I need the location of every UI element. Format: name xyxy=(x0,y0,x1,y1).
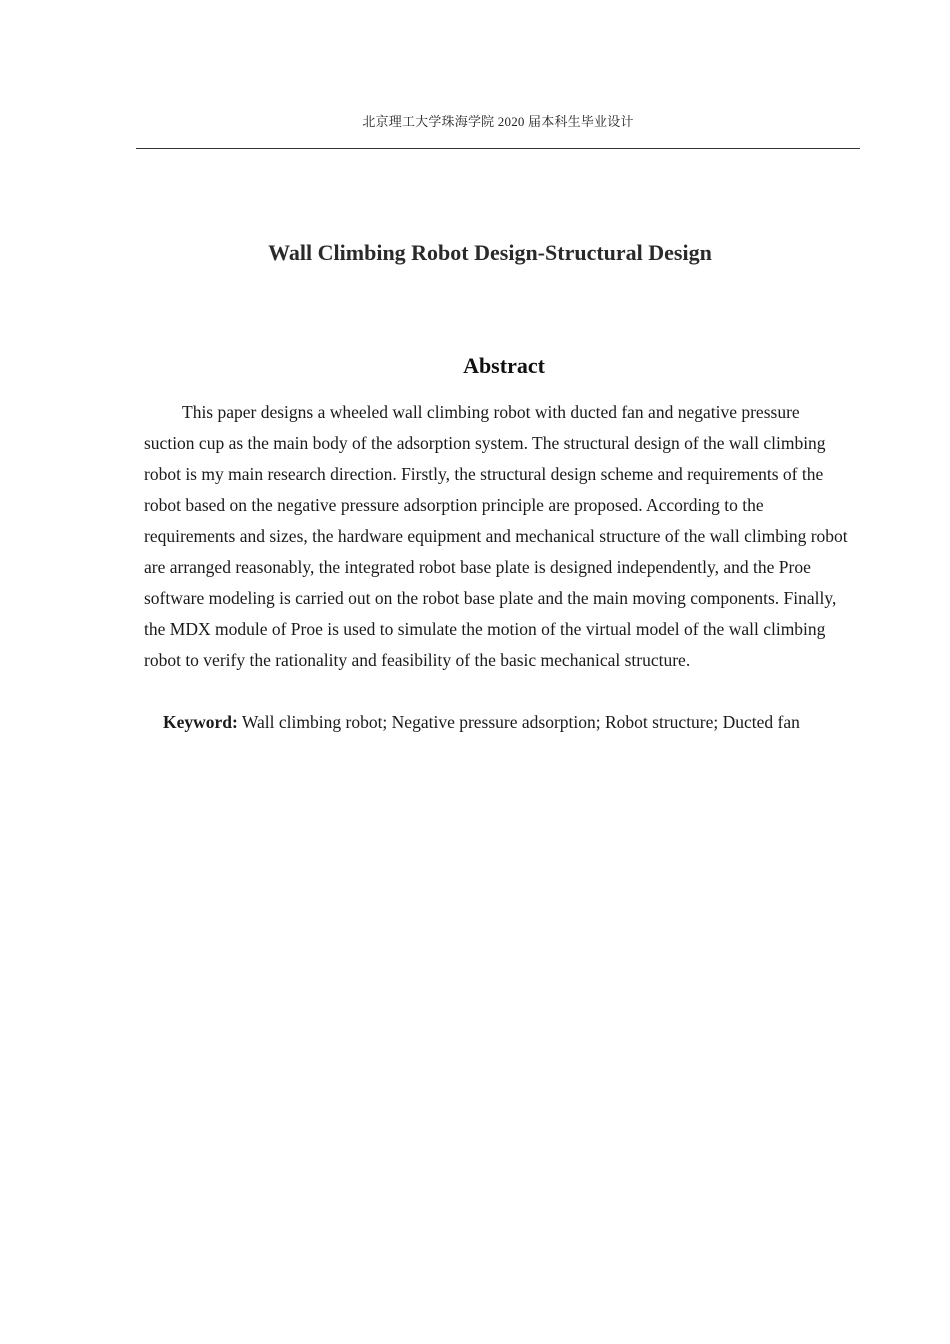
header-divider xyxy=(136,148,860,149)
keywords-line xyxy=(163,707,850,738)
paper-title: Wall Climbing Robot Design-Structural Design xyxy=(268,240,712,265)
running-header: 北京理工大学珠海学院 2020 届本科生毕业设计 xyxy=(362,114,634,129)
abstract-heading: Abstract xyxy=(463,353,545,378)
abstract-body: This paper designs a wheeled wall climbing robot with ducted fan and negative pressure suction cup as the main body of the adsorption system. The structural design of the wall climbing robot is my main research direction. Firstly, the structural design scheme and requirements of the robot based on the negative pressure adsorption principle are proposed. According to the requirements and sizes, the hardware equipment and mechanical structure of the wall climbing robot are arranged reasonably, the integrated robot base plate is designed independently, and the Proe software modeling is carried out on the robot base plate and the main moving components. Finally, the MDX module of Proe is used to simulate the motion of the virtual model of the wall climbing robot to verify the rationality and feasibility of the basic mechanical structure. xyxy=(144,402,848,670)
keywords-text: Wall climbing robot; Negative pressure adsorption; Robot structure; Ducted fan xyxy=(241,712,800,732)
keywords-label: Keyword: xyxy=(163,712,238,732)
